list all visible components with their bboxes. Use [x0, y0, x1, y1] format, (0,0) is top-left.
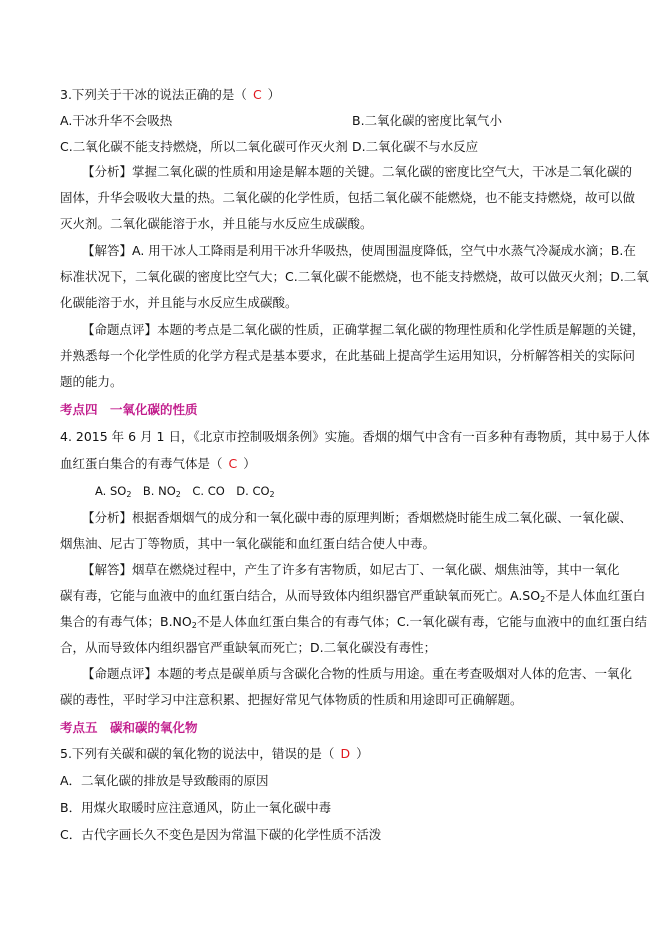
q3-analysis-line-1: 【分析】掌握二氧化碳的性质和用途是解本题的关键。二氧化碳的密度比空气大，干冰是二氧化碳的: [82, 164, 633, 179]
q5-option-a: A．二氧化碳的排放是导致酸雨的原因: [60, 773, 269, 788]
q3-comment-line-2: 并熟悉每一个化学性质的化学方程式是基本要求，在此基础上提高学生运用知识，分析解答相关的实际问: [60, 348, 636, 363]
q4-options: A. $SO_2$ B. $NO_2$ C. CO D. $CO_2$: [95, 484, 275, 499]
q3-option-a: A.干冰升华不会吸热: [60, 113, 173, 128]
q5-stem: 5.下列有关碳和碳的氧化物的说法中，错误的是（ D ）: [60, 746, 369, 761]
q3-option-d: D.二氧化碳不与水反应: [352, 139, 479, 154]
q5-option-b: B．用煤火取暖时应注意通风，防止一氧化碳中毒: [60, 800, 332, 815]
section-5-heading: 考点五 碳和碳的氧化物: [60, 720, 198, 735]
q3-answer: C: [252, 87, 262, 102]
q5-option-c: C．古代字画长久不变色是因为常温下碳的化学性质不活泼: [60, 827, 382, 842]
q3-comment-line-3: 题的能力。: [60, 374, 123, 389]
q4-analysis-line-1: 【分析】根据香烟烟气的成分和一氧化碳中毒的原理判断；香烟燃烧时能生成二氧化碳、一氧化碳、: [82, 510, 633, 525]
q3-comment-line-1: 【命题点评】本题的考点是二氧化碳的性质，正确掌握二氧化碳的物理性质和化学性质是解题的关键，: [82, 322, 645, 337]
q4-comment-line-1: 【命题点评】本题的考点是碳单质与含碳化合物的性质与用途。重在考查吸烟对人体的危害、一氧化: [82, 666, 633, 681]
q4-comment-line-2: 碳的毒性，平时学习中注意积累、把握好常见气体物质的性质和用途即可正确解题。: [60, 692, 523, 707]
q4-solution-line-3: 集合的有毒气体；$B.NO_2$不是人体血红蛋白集合的有毒气体；C.一氧化碳有毒，它能与血液中的血红蛋白结: [60, 614, 648, 630]
q3-option-b: B.二氧化碳的密度比氧气小: [352, 113, 503, 128]
q3-analysis-line-3: 灭火剂。二氧化碳能溶于水，并且能与水反应生成碳酸。: [60, 216, 373, 231]
q4-solution-line-4: 合，从而导致体内组织器官严重缺氧而死亡；D.二氧化碳没有毒性；: [60, 640, 437, 655]
q5-answer: D: [340, 746, 351, 761]
section-4-heading: 考点四 一氧化碳的性质: [60, 402, 198, 417]
q4-analysis-line-2: 烟焦油、尼古丁等物质，其中一氧化碳能和血红蛋白结合使人中毒。: [60, 536, 436, 551]
q4-answer: C: [228, 456, 238, 471]
q4-solution-line-2: 碳有毒，它能与血液中的血红蛋白结合，从而导致体内组织器官严重缺氧而死亡。$A.SO_2$不是人体血红蛋白: [60, 588, 646, 604]
q4-stem-line-1: 4. 2015 年 6 月 1 日，《北京市控制吸烟条例》实施。香烟的烟气中含有一百多种有毒物质，其中易于人体: [60, 429, 650, 444]
q4-stem-line-2: 血红蛋白集合的有毒气体是（ C ）: [60, 456, 256, 471]
q3-solution-line-2: 标准状况下，二氧化碳的密度比空气大；C.二氧化碳不能燃烧，也不能支持燃烧，故可以做灭火剂；D.二氧: [60, 269, 649, 284]
q3-solution-line-3: 化碳能溶于水，并且能与水反应生成碳酸。: [60, 295, 298, 310]
q3-solution-line-1: 【解答】A. 用干冰人工降雨是利用干冰升华吸热，使周围温度降低，空气中水蒸气冷凝成水滴；B.在: [82, 243, 636, 258]
q3-analysis-line-2: 固体，升华会吸收大量的热。二氧化碳的化学性质，包括二氧化碳不能燃烧，也不能支持燃烧，故可以做: [60, 190, 636, 205]
q3-option-c: C.二氧化碳不能支持燃烧，所以二氧化碳可作灭火剂: [60, 139, 348, 154]
q4-solution-line-1: 【解答】烟草在燃烧过程中，产生了许多有害物质，如尼古丁、一氧化碳、烟焦油等，其中一氧化: [82, 562, 620, 577]
q3-stem: 3.下列关于干冰的说法正确的是（ C ）: [60, 87, 281, 102]
